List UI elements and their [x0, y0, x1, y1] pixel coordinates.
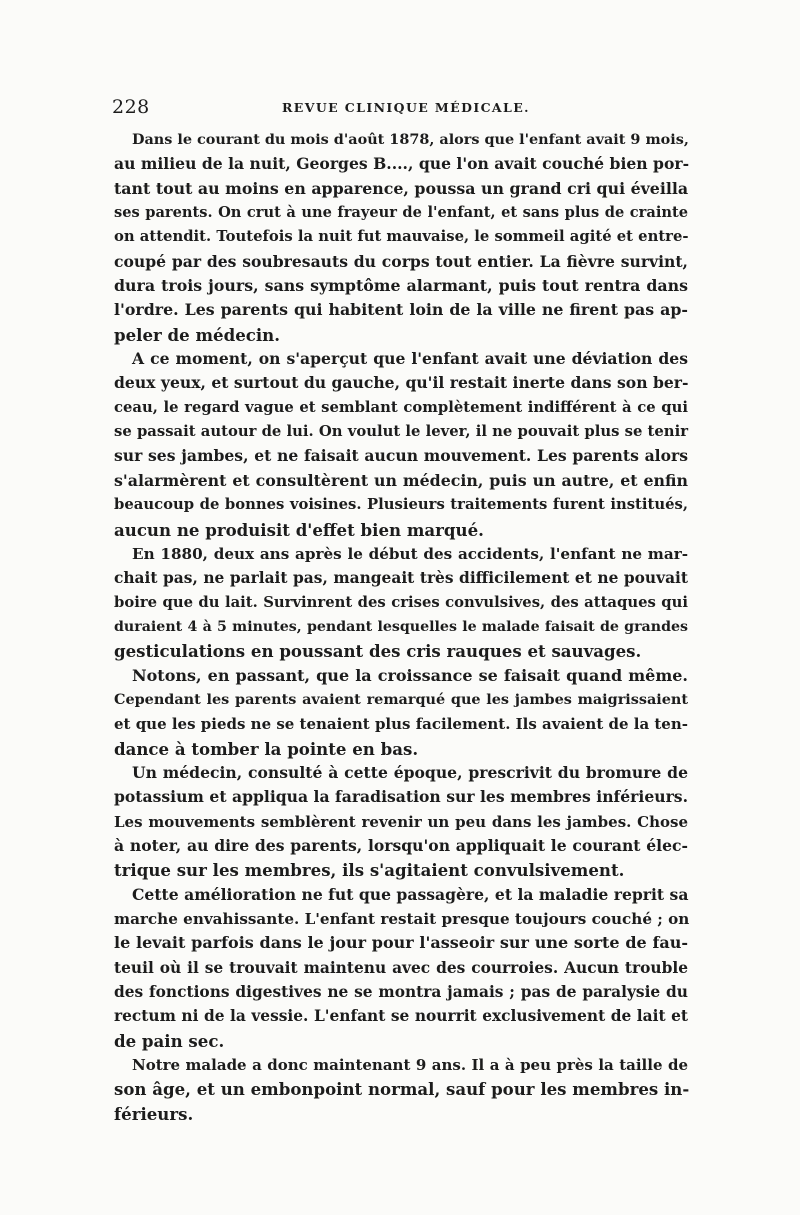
text-line: s'alarmèrent et consultèrent un médecin, puis un autre, et enfin — [114, 470, 688, 490]
text-line: deux yeux, et surtout du gauche, qu'il restait inerte dans son ber- — [114, 373, 689, 393]
text-line: ceau, le regard vague et semblant complètement indifférent à ce qui — [114, 398, 688, 416]
paragraph — [114, 664, 688, 761]
text-line: gesticulations en poussant des cris rauques et sauvages. — [114, 641, 642, 662]
text-line: le levait parfois dans le jour pour l'asseoir sur une sorte de fau- — [114, 933, 688, 953]
text-line: on attendit. Toutefois la nuit fut mauvaise, le sommeil agité et entre- — [114, 228, 689, 246]
paragraph — [114, 761, 688, 883]
text-line: Cependant les parents avaient remarqué que les jambes maigrissaient — [114, 690, 688, 708]
text-line: férieurs. — [114, 1103, 194, 1124]
paragraph — [114, 883, 688, 1053]
text-line: des fonctions digestives ne se montra jamais ; pas de paralysie du — [114, 983, 688, 1002]
text-line: duraient 4 à 5 minutes, pendant lesquelles le malade faisait de grandes — [114, 618, 688, 635]
text-line: se passait autour de lui. On voulut le lever, il ne pouvait plus se tenir — [114, 423, 688, 441]
text-line: A ce moment, on s'aperçut que l'enfant avait une déviation des — [132, 349, 688, 369]
text-line: Notre malade a donc maintenant 9 ans. Il a à peu près la taille de — [132, 1056, 688, 1075]
text-line: coupé par des soubresauts du corps tout entier. La fièvre survint, — [114, 251, 688, 271]
text-line: potassium et appliqua la faradisation sur les membres inférieurs. — [114, 787, 688, 807]
text-line: dance à tomber la pointe en bas. — [114, 738, 419, 759]
text-line: chait pas, ne parlait pas, mangeait très difficilement et ne pouvait — [114, 569, 688, 588]
text-line: peler de médecin. — [114, 324, 281, 345]
paragraph — [114, 1053, 688, 1126]
page-number: 228 — [112, 96, 150, 118]
text-line: au milieu de la nuit, Georges B...., que l'on avait couché bien por- — [114, 154, 690, 174]
text-line: de pain sec. — [114, 1030, 225, 1051]
text-line: sur ses jambes, et ne faisait aucun mouvement. Les parents alors — [114, 446, 688, 466]
journal-title: REVUE CLINIQUE MÉDICALE. — [282, 100, 530, 115]
text-line: trique sur les membres, ils s'agitaient convulsivement. — [114, 860, 625, 881]
paragraph — [114, 542, 688, 664]
text-line: Un médecin, consulté à cette époque, prescrivit du bromure de — [132, 762, 688, 782]
text-line: teuil où il se trouvait maintenu avec des courroies. Aucun trouble — [114, 958, 688, 977]
text-line: et que les pieds ne se tenaient plus facilement. Ils avaient de la ten- — [114, 715, 688, 734]
text-line: ses parents. On crut à une frayeur de l'enfant, et sans plus de crainte — [114, 204, 688, 222]
paragraph — [114, 347, 688, 542]
text-line: son âge, et un embonpoint normal, sauf pour les membres in- — [114, 1079, 690, 1100]
text-line: beaucoup de bonnes voisines. Plusieurs traitements furent institués, — [114, 496, 688, 514]
text-line: Cette amélioration ne fut que passagère, et la maladie reprit sa — [132, 884, 689, 904]
text-line: Notons, en passant, que la croissance se faisait quand même. — [132, 665, 688, 685]
text-line: rectum ni de la vessie. L'enfant se nourrit exclusivement de lait et — [114, 1007, 688, 1026]
text-line: l'ordre. Les parents qui habitent loin de la ville ne firent pas ap- — [114, 300, 688, 320]
text-line: boire que du lait. Survinrent des crises convulsives, des attaques qui — [114, 593, 688, 611]
text-line: tant tout au moins en apparence, poussa un grand cri qui éveilla — [114, 178, 689, 198]
paragraph — [114, 128, 688, 347]
text-line: Dans le courant du mois d'août 1878, alors que l'enfant avait 9 mois, — [132, 131, 689, 148]
article-body — [114, 128, 688, 1126]
text-line: aucun ne produisit d'effet bien marqué. — [114, 519, 484, 540]
text-line: Les mouvements semblèrent revenir un peu dans les jambes. Chose — [114, 812, 688, 831]
running-head — [112, 96, 692, 120]
text-line: En 1880, deux ans après le début des accidents, l'enfant ne mar- — [132, 544, 688, 563]
text-line: dura trois jours, sans symptôme alarmant, puis tout rentra dans — [114, 276, 688, 296]
text-line: marche envahissante. L'enfant restait presque toujours couché ; on — [114, 910, 690, 928]
text-line: à noter, au dire des parents, lorsqu'on appliquait le courant élec- — [114, 835, 688, 855]
